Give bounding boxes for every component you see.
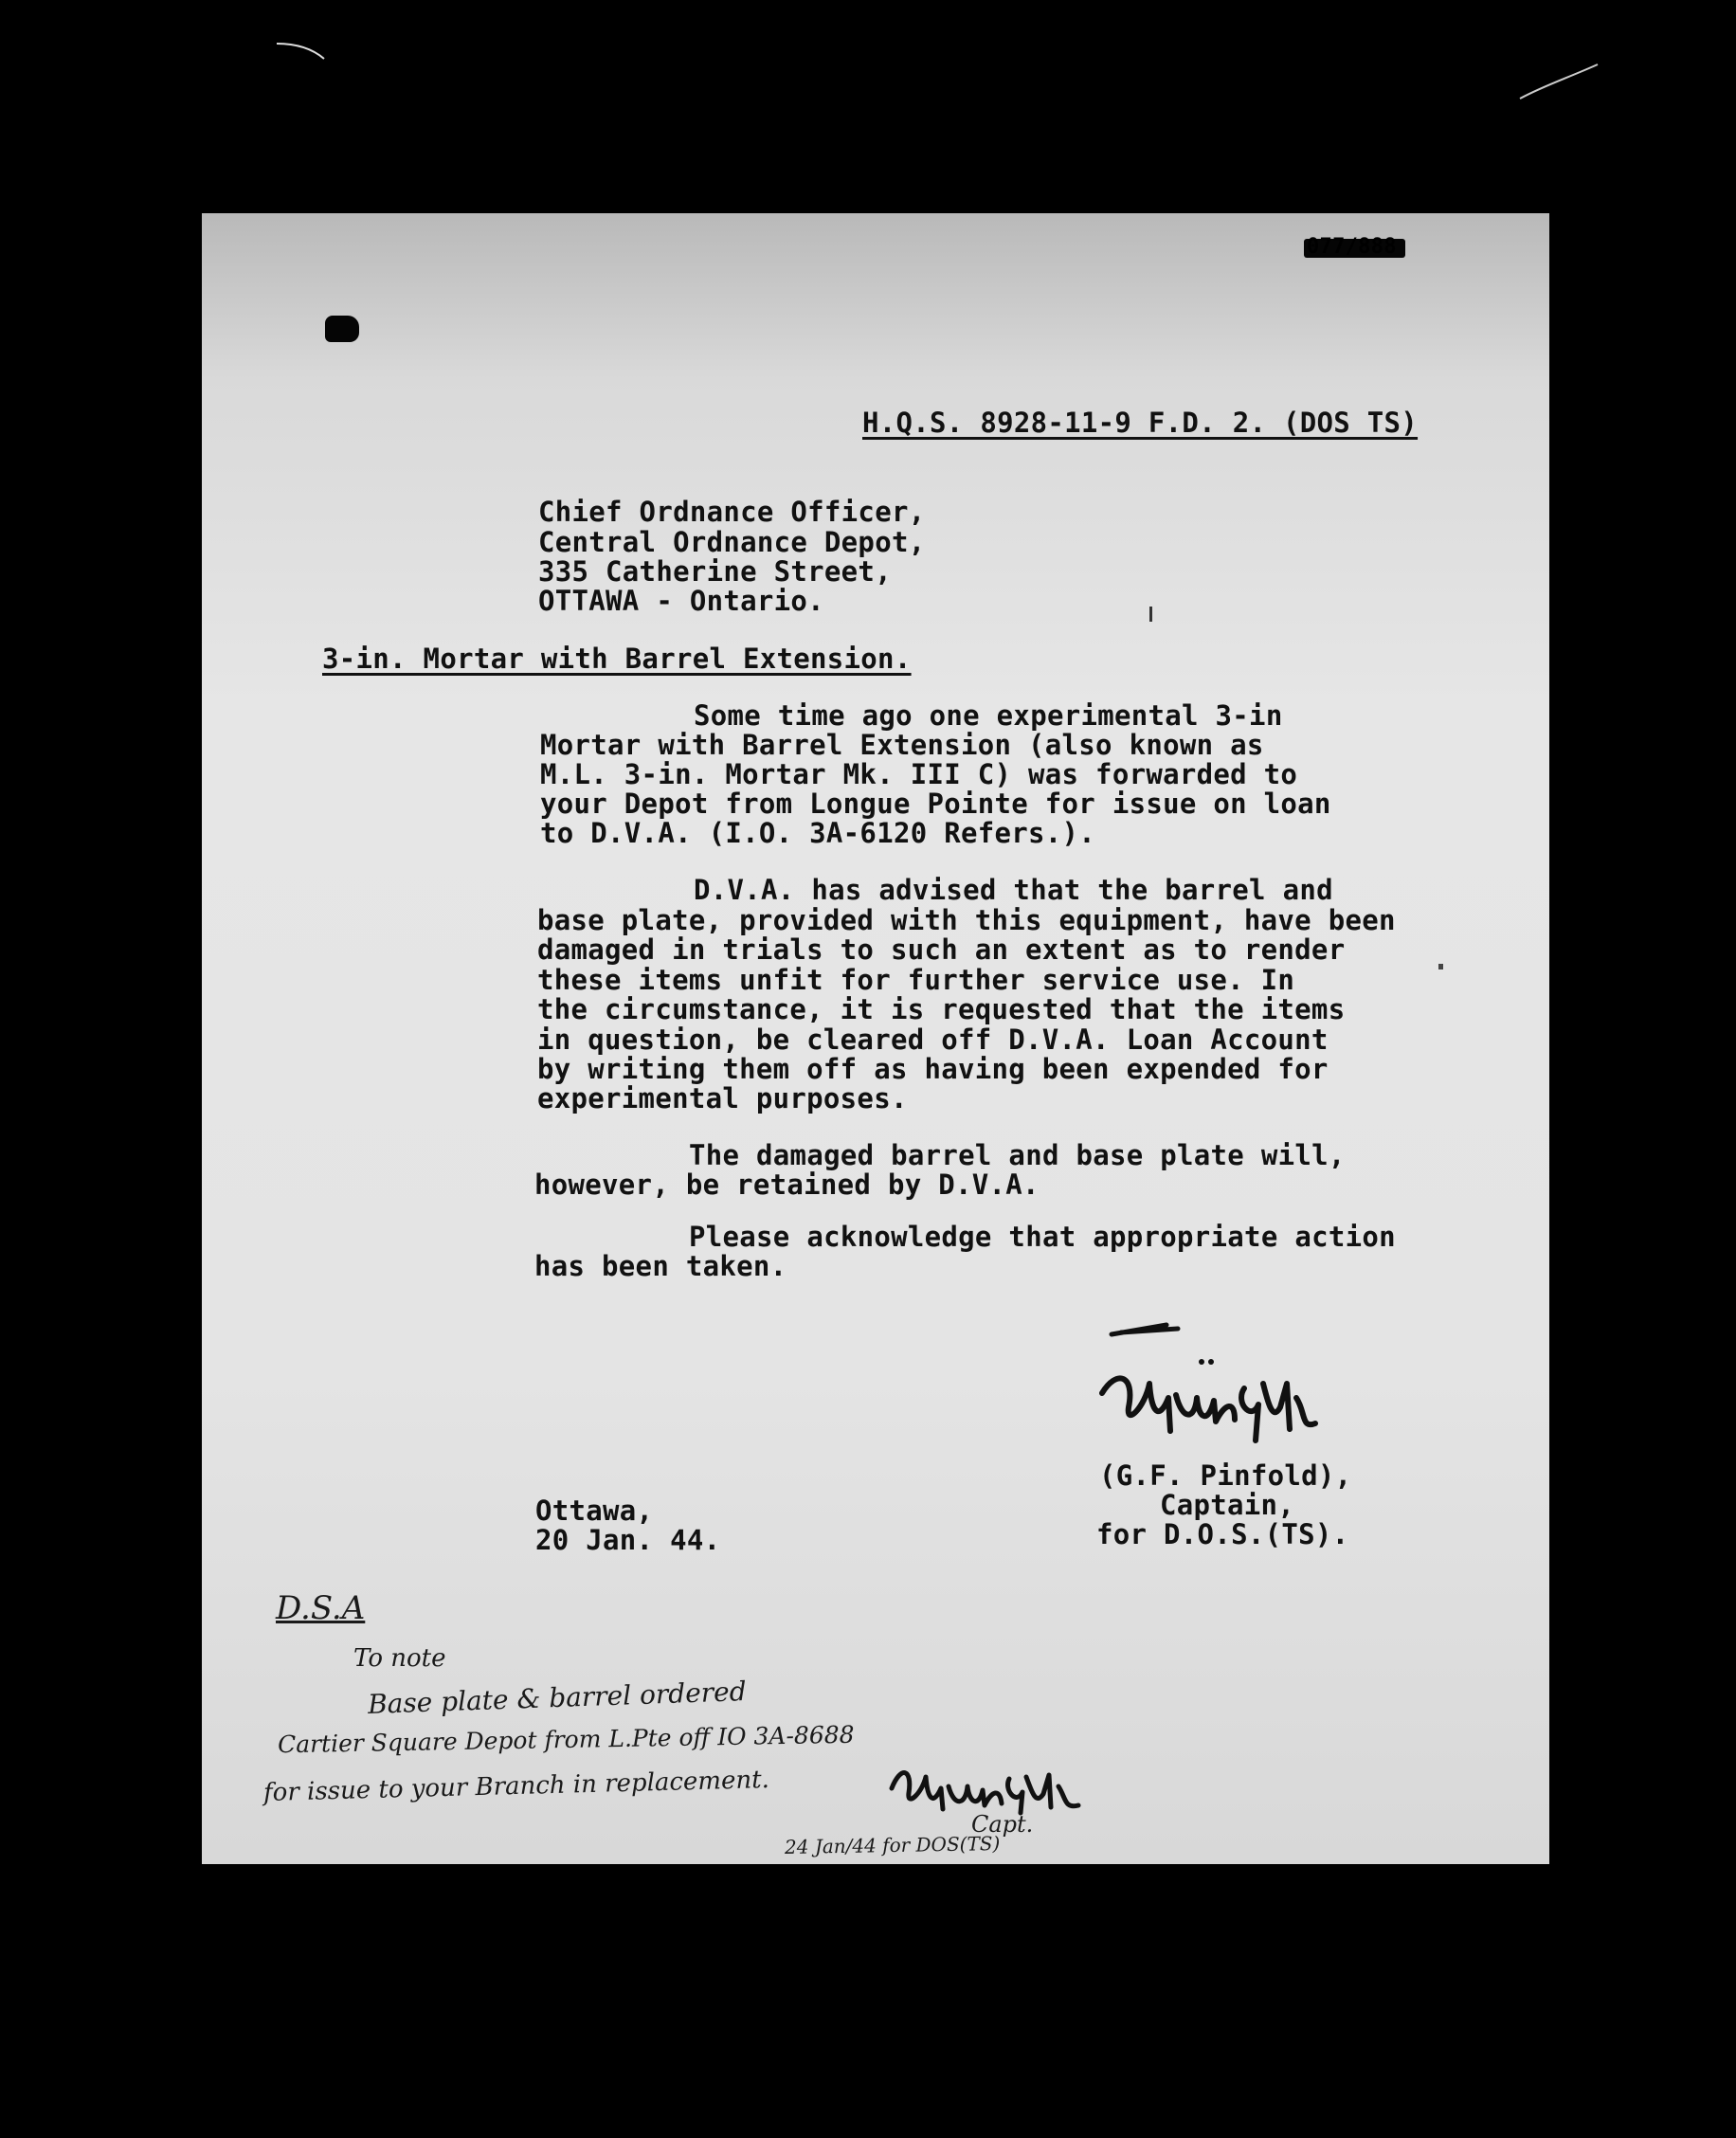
- handwritten-heading: D.S.A: [276, 1589, 366, 1627]
- handwritten-line-2: Base plate & barrel ordered: [367, 1676, 748, 1720]
- para1-line3: M.L. 3-in. Mortar Mk. III C) was forwarded to: [540, 758, 1298, 790]
- address-line-3: 335 Catherine Street,: [538, 555, 892, 588]
- place: Ottawa,: [535, 1495, 654, 1527]
- para4-line1: Please acknowledge that appropriate action: [689, 1221, 1396, 1253]
- handwritten-rank: Capt.: [971, 1811, 1034, 1838]
- para2-line7: by writing them off as having been expended for: [537, 1053, 1329, 1085]
- scan-mark-top-right: [1516, 57, 1601, 104]
- para2-line8: experimental purposes.: [537, 1082, 908, 1114]
- para2-line4: these items unfit for further service use. In: [537, 964, 1295, 996]
- ink-blot: [325, 316, 359, 342]
- scan-mark-top-left: [275, 38, 332, 66]
- para1-line5: to D.V.A. (I.O. 3A-6120 Refers.).: [540, 817, 1096, 849]
- margin-tick: [1149, 607, 1152, 622]
- handwritten-line-3: Cartier Square Depot from L.Pte off IO 3A-8688: [277, 1720, 855, 1759]
- signature: [1093, 1317, 1320, 1478]
- para2-line3: damaged in trials to such an extent as to render: [537, 933, 1346, 966]
- document-page: [202, 213, 1549, 1864]
- para4-line2: has been taken.: [534, 1250, 787, 1282]
- file-reference: H.Q.S. 8928-11-9 F.D. 2. (DOS TS): [862, 407, 1419, 439]
- para2-line6: in question, be cleared off D.V.A. Loan Account: [537, 1024, 1329, 1056]
- signatory-for: for D.O.S.(TS).: [1096, 1518, 1349, 1550]
- para1-line2: Mortar with Barrel Extension (also known as: [540, 729, 1264, 761]
- handwritten-date-line: 24 Jan/44 for DOS(TS): [784, 1832, 1001, 1858]
- para1-line1: Some time ago one experimental 3-in: [694, 699, 1283, 732]
- para2-line2: base plate, provided with this equipment, have been: [537, 904, 1396, 936]
- corner-stamp: 077/888: [1307, 235, 1397, 259]
- para3-line2: however, be retained by D.V.A.: [534, 1169, 1040, 1201]
- date: 20 Jan. 44.: [535, 1524, 721, 1556]
- para2-line5: the circumstance, it is requested that the items: [537, 993, 1346, 1025]
- address-line-1: Chief Ordnance Officer,: [538, 496, 926, 528]
- para1-line4: your Depot from Longue Pointe for issue on loan: [540, 788, 1331, 820]
- annotation-signature: [884, 1750, 1093, 1817]
- address-line-2: Central Ordnance Depot,: [538, 526, 926, 558]
- margin-dot: [1438, 964, 1443, 969]
- subject-line: 3-in. Mortar with Barrel Extension.: [322, 643, 912, 675]
- signatory-rank: Captain,: [1160, 1489, 1295, 1521]
- address-line-4: OTTAWA - Ontario.: [538, 585, 824, 617]
- handwritten-line-4: for issue to your Branch in replacement.: [262, 1766, 770, 1807]
- signatory-name: (G.F. Pinfold),: [1099, 1459, 1352, 1492]
- para3-line1: The damaged barrel and base plate will,: [689, 1139, 1346, 1171]
- handwritten-line-1: To note: [353, 1644, 446, 1673]
- para2-line1: D.V.A. has advised that the barrel and: [694, 874, 1333, 906]
